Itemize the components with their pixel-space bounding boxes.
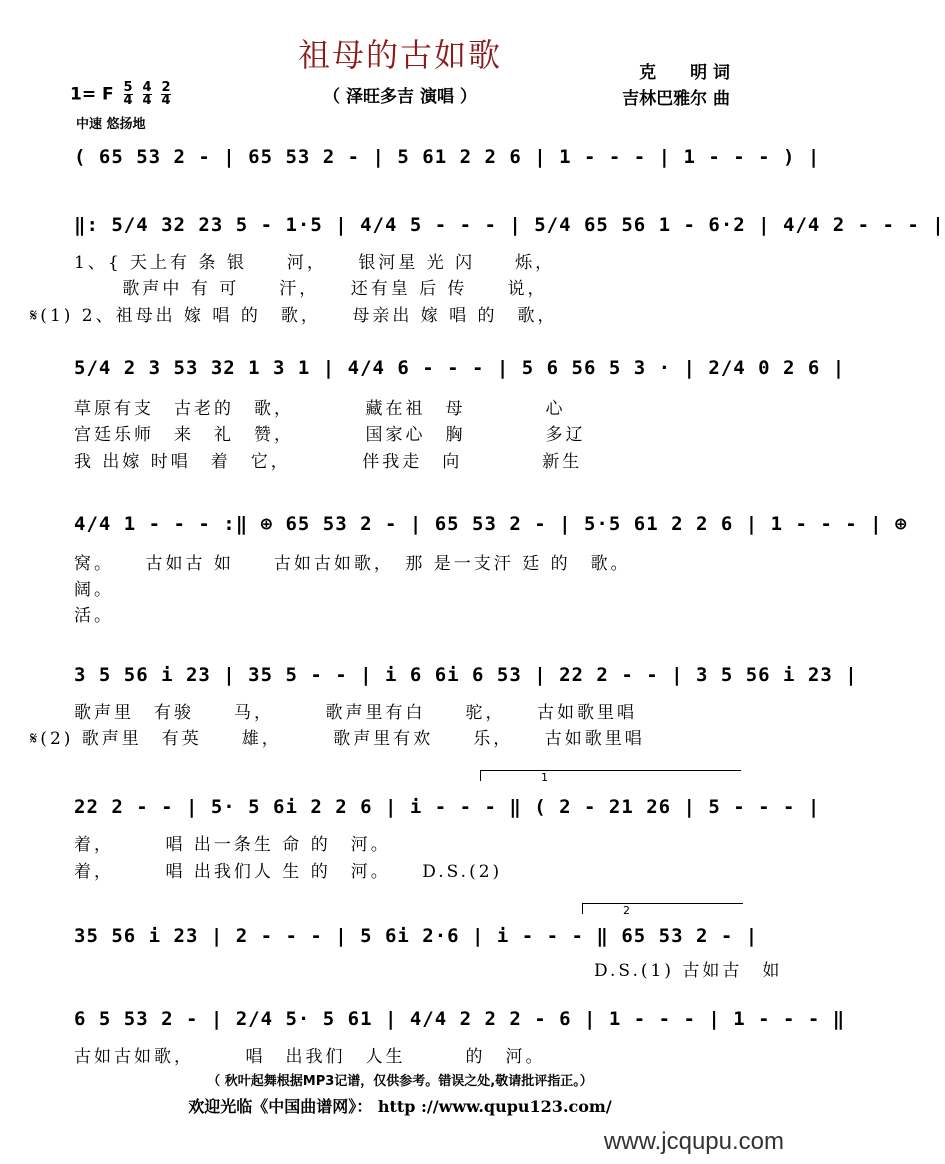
lyric-line: 1、{ 天上有 条 银 河， 银河星 光 闪 烁，	[74, 253, 556, 273]
lyric-line: 歌声中 有 可 汗， 还有皇 后 传 说，	[74, 279, 548, 299]
lyric-line: 我 出嫁 时唱 着 它， 伴我走 向 新生	[74, 452, 583, 472]
volta-bracket-2: 2	[582, 903, 743, 914]
meter-2: $\frac{4}{4}$	[142, 80, 152, 108]
singer-credit: （ 泽旺多吉 演唱 ）	[323, 87, 477, 107]
lyric-line: 草原有支 古老的 歌， 藏在祖 母 心	[74, 399, 566, 419]
notation-row: 4/4 1 - - - :‖ ⊕ 65 53 2 - | 65 53 2 - | 5·5 61 2 2 6 | 1 - - - | ⊕	[74, 513, 908, 535]
lyric-line: 窝。 古如古 如 古如古如歌， 那 是一支汗 廷 的 歌。	[74, 554, 631, 574]
lyric-line: 歌声里 有骏 马， 歌声里有白 驼， 古如歌里唱	[74, 703, 637, 723]
composer-credit: 吉林巴雅尔 曲	[622, 89, 730, 109]
lyric-line: 着， 唱 出一条生 命 的 河。	[74, 835, 391, 855]
lyric-line: 古如古如歌， 唱 出我们 人生 的 河。	[74, 1047, 546, 1067]
key-label: 1= F	[70, 84, 114, 105]
lyric-line: 𝄋(1) 2、祖母出 嫁 唱 的 歌， 母亲出 嫁 唱 的 歌，	[30, 306, 558, 326]
lyric-line: D.S.(1) 古如古 如	[74, 961, 783, 981]
notation-row: 22 2 - - | 5· 5 6i 2 2 6 | i - - - ‖ ( 2 - 21 26 | 5 - - - |	[74, 796, 821, 818]
notation-row: 35 56 i 23 | 2 - - - | 5 6i 2·6 | i - - - ‖ 65 53 2 - |	[74, 925, 759, 947]
notation-row: 6 5 53 2 - | 2/4 5· 5 61 | 4/4 2 2 2 - 6 | 1 - - - | 1 - - - ‖	[74, 1008, 846, 1030]
transcription-note: （ 秋叶起舞根据MP3记谱，仅供参考。错误之处,敬请批评指正。）	[207, 1074, 593, 1089]
lyric-line: 宫廷乐师 来 礼 赞， 国家心 胸 多辽	[74, 425, 586, 445]
lyric-line: 活。	[74, 606, 114, 626]
lyric-line: 着， 唱 出我们人 生 的 河。 D.S.(2)	[74, 862, 503, 882]
meter-3: $\frac{2}{4}$	[161, 80, 171, 108]
lyric-line: 阔。	[74, 580, 114, 600]
tempo-marking: 中速 悠扬地	[76, 117, 146, 132]
watermark: www.jcqupu.com	[603, 1128, 784, 1155]
lyricist-credit: 克 明 词	[639, 63, 730, 83]
site-link[interactable]: 欢迎光临《中国曲谱网》： http ://www.qupu123.com/	[188, 1097, 612, 1116]
notation-row: 3 5 56 i 23 | 35 5 - - | i 6 6i 6 53 | 22 2 - - | 3 5 56 i 23 |	[74, 664, 858, 686]
notation-row: ( 65 53 2 - | 65 53 2 - | 5 61 2 2 6 | 1 - - - | 1 - - - ) |	[74, 146, 821, 168]
notation-row: ‖: 5/4 32 23 5 - 1·5 | 4/4 5 - - - | 5/4 65 56 1 - 6·2 | 4/4 2 - - - |	[74, 214, 945, 236]
volta-bracket-1: 1	[480, 770, 741, 781]
notation-row: 5/4 2 3 53 32 1 3 1 | 4/4 6 - - - | 5 6 56 5 3 · | 2/4 0 2 6 |	[74, 357, 846, 379]
lyric-line: 𝄋(2) 歌声里 有英 雄， 歌声里有欢 乐， 古如歌里唱	[30, 729, 645, 749]
meter-1: $\frac{5}{4}$	[123, 80, 133, 108]
page-title: 祖母的古如歌	[297, 36, 502, 74]
key-signature	[70, 82, 171, 107]
